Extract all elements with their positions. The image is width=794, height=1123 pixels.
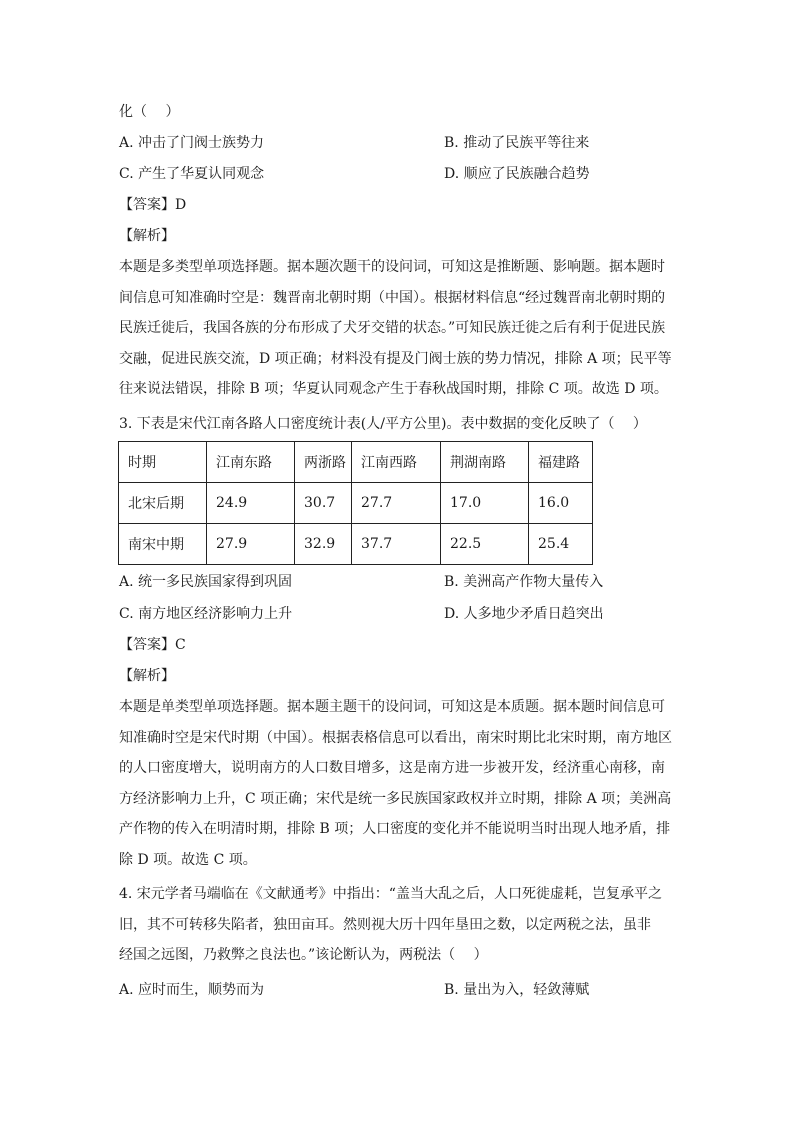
- table-cell: 24.9: [207, 483, 295, 524]
- q2-analysis-line: 本题是多类型单项选择题。据本题次题干的设问词，可知这是推断题、影响题。据本题时: [119, 259, 665, 275]
- q2-analysis-line: 交融，促进民族交流，D 项正确；材料没有提及门阀士族的势力情况，排除 A 项；民平等: [119, 350, 672, 367]
- q4-option-b: B. 量出为入，轻敛薄赋: [444, 982, 590, 998]
- q2-analysis-label: 【解析】: [119, 228, 175, 244]
- table-header-cell: 江南西路: [352, 442, 441, 483]
- table-row: [119, 483, 593, 524]
- table-cell: 32.9: [295, 524, 352, 565]
- table-cell: 17.0: [441, 483, 529, 524]
- q2-stem-tail: 化（ ）: [119, 104, 180, 120]
- table-cell: 北宋后期: [119, 483, 207, 524]
- q2-option-b: B. 推动了民族平等往来: [444, 135, 590, 151]
- q3-analysis-line: 本题是单类型单项选择题。据本题主题干的设问词，可知这是本质题。据本题时间信息可: [119, 699, 665, 715]
- table-cell: 16.0: [529, 483, 593, 524]
- table-cell: 27.7: [352, 483, 441, 524]
- table-cell: 30.7: [295, 483, 352, 524]
- population-density-table: [118, 441, 593, 565]
- table-header-cell: 时期: [119, 442, 207, 483]
- table-cell: 25.4: [529, 524, 593, 565]
- q3-analysis-line: 除 D 项。故选 C 项。: [119, 851, 257, 868]
- q3-analysis: [119, 692, 679, 875]
- q2-analysis-line: 间信息可知准确时空是：魏晋南北朝时期（中国）。根据材料信息“经过魏晋南北朝时期的: [119, 289, 666, 306]
- q4-stem-line: 经国之远图，乃救弊之良法也。”该论断认为，两税法（ ）: [119, 947, 488, 963]
- table-header-row: [119, 442, 593, 483]
- table-row: [119, 524, 593, 565]
- q3-answer: 【答案】C: [119, 637, 186, 653]
- q2-option-c: C. 产生了华夏认同观念: [119, 166, 265, 182]
- q3-analysis-label: 【解析】: [119, 668, 175, 684]
- q3-option-d: D. 人多地少矛盾日趋突出: [444, 606, 604, 622]
- table-header-cell: 两浙路: [295, 442, 352, 483]
- table-cell: 南宋中期: [119, 524, 207, 565]
- q2-answer: 【答案】D: [119, 197, 187, 213]
- q4-option-a: A. 应时而生，顺势而为: [119, 982, 265, 998]
- q4-stem-line: 4. 宋元学者马端临在《文献通考》中指出：“盖当大乱之后，人口死徙虚耗，岂复承平之: [119, 886, 662, 902]
- table-header-cell: 荆湖南路: [441, 442, 529, 483]
- q4-stem-line: 旧，其不可转移失陷者，独田亩耳。然则视大历十四年垦田之数，以定两税之法，虽非: [119, 916, 651, 933]
- table-cell: 27.9: [207, 524, 295, 565]
- q3-analysis-line: 的人口密度增大，说明南方的人口数目增多，这是南方进一步被开发，经济重心南移，南: [119, 760, 665, 776]
- q3-option-b: B. 美洲高产作物大量传入: [444, 574, 604, 590]
- table-header-cell: 江南东路: [207, 442, 295, 483]
- q2-option-d: D. 顺应了民族融合趋势: [444, 166, 590, 182]
- table-cell: 37.7: [352, 524, 441, 565]
- q2-analysis: [119, 252, 679, 405]
- q2-option-a: A. 冲击了门阀士族势力: [119, 135, 265, 151]
- q3-analysis-line: 产作物的传入在明清时期，排除 B 项；人口密度的变化并不能说明当时出现人地矛盾，排: [119, 821, 671, 837]
- q3-analysis-line: 知准确时空是宋代时期（中国）。根据表格信息可以看出，南宋时期比北宋时期，南方地区: [119, 729, 672, 746]
- q2-analysis-line: 民族迁徙后，我国各族的分布形成了犬牙交错的状态。”可知民族迁徙之后有利于促进民族: [119, 320, 666, 336]
- q3-analysis-line: 方经济影响力上升，C 项正确；宋代是统一多民族国家政权并立时期，排除 A 项；美洲高: [119, 790, 672, 807]
- q3-option-a: A. 统一多民族国家得到巩固: [119, 574, 293, 590]
- table-header-cell: 福建路: [529, 442, 593, 483]
- q2-analysis-line: 往来说法错误，排除 B 项；华夏认同观念产生于春秋战国时期，排除 C 项。故选 D 项。: [119, 381, 668, 397]
- q3-stem: 3. 下表是宋代江南各路人口密度统计表(人/平方公里)。表中数据的变化反映了（ ）: [119, 416, 647, 432]
- q4-stem: [119, 879, 679, 971]
- q3-option-c: C. 南方地区经济影响力上升: [119, 606, 293, 622]
- table-cell: 22.5: [441, 524, 529, 565]
